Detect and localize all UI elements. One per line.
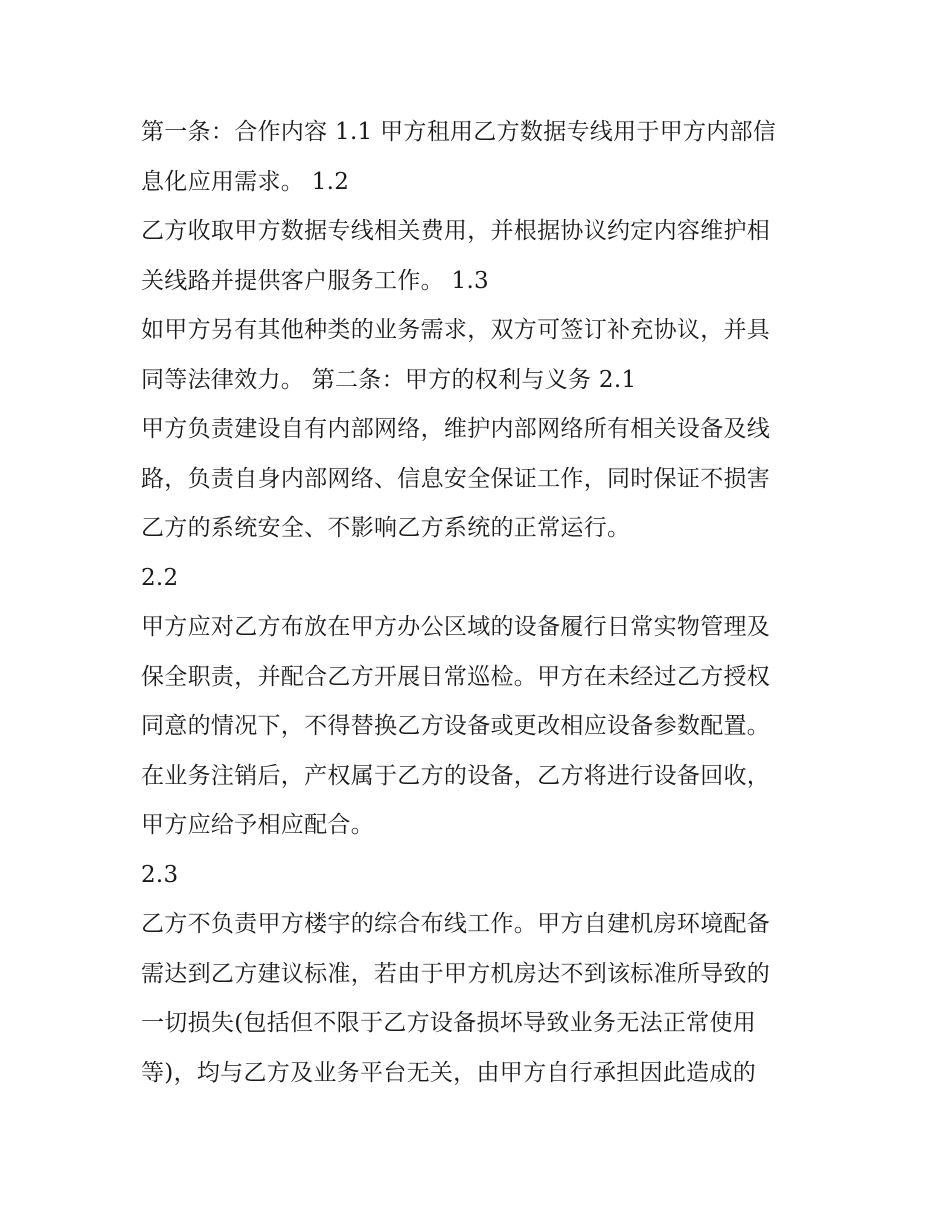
text-line: 路，负责自身内部网络、信息安全保证工作，同时保证不损害 <box>141 465 771 492</box>
document-body <box>141 108 821 1098</box>
text-line: 乙方不负责甲方楼宇的综合布线工作。甲方自建机房环境配备 <box>141 911 771 937</box>
text-line: 甲方负责建设自有内部网络，维护内部网络所有相关设备及线 <box>141 416 771 442</box>
text-line: 保全职责，并配合乙方开展日常巡检。甲方在未经过乙方授权 <box>141 663 771 690</box>
text-line: 关线路并提供客户服务工作。 1.3 <box>141 267 489 294</box>
text-line: 一切损失(包括但不限于乙方设备损坏导致业务无法正常使用 <box>141 1010 757 1036</box>
section-number: 2.2 <box>141 564 179 591</box>
section-number: 2.3 <box>141 861 179 888</box>
text-line: 第一条：合作内容 1.1 甲方租用乙方数据专线用于甲方内部信 <box>141 119 777 145</box>
text-line: 甲方应对乙方布放在甲方办公区域的设备履行日常实物管理及 <box>141 614 771 640</box>
text-line: 在业务注销后，产权属于乙方的设备，乙方将进行设备回收， <box>141 762 771 789</box>
text-line: 需达到乙方建议标准，若由于甲方机房达不到该标准所导致的 <box>141 960 771 987</box>
text-line: 息化应用需求。 1.2 <box>141 168 350 195</box>
text-line: 等)，均与乙方及业务平台无关，由甲方自行承担因此造成的 <box>141 1059 757 1086</box>
text-line: 同意的情况下，不得替换乙方设备或更改相应设备参数配置。 <box>141 713 771 739</box>
text-line: 乙方的系统安全、不影响乙方系统的正常运行。 <box>141 515 631 541</box>
text-line: 如甲方另有其他种类的业务需求，双方可签订补充协议，并具 <box>141 317 771 343</box>
text-line: 甲方应给予相应配合。 <box>141 812 374 838</box>
text-line: 乙方收取甲方数据专线相关费用，并根据协议约定内容维护相 <box>141 218 771 244</box>
text-line: 同等法律效力。 第二条：甲方的权利与义务 2.1 <box>141 366 637 393</box>
